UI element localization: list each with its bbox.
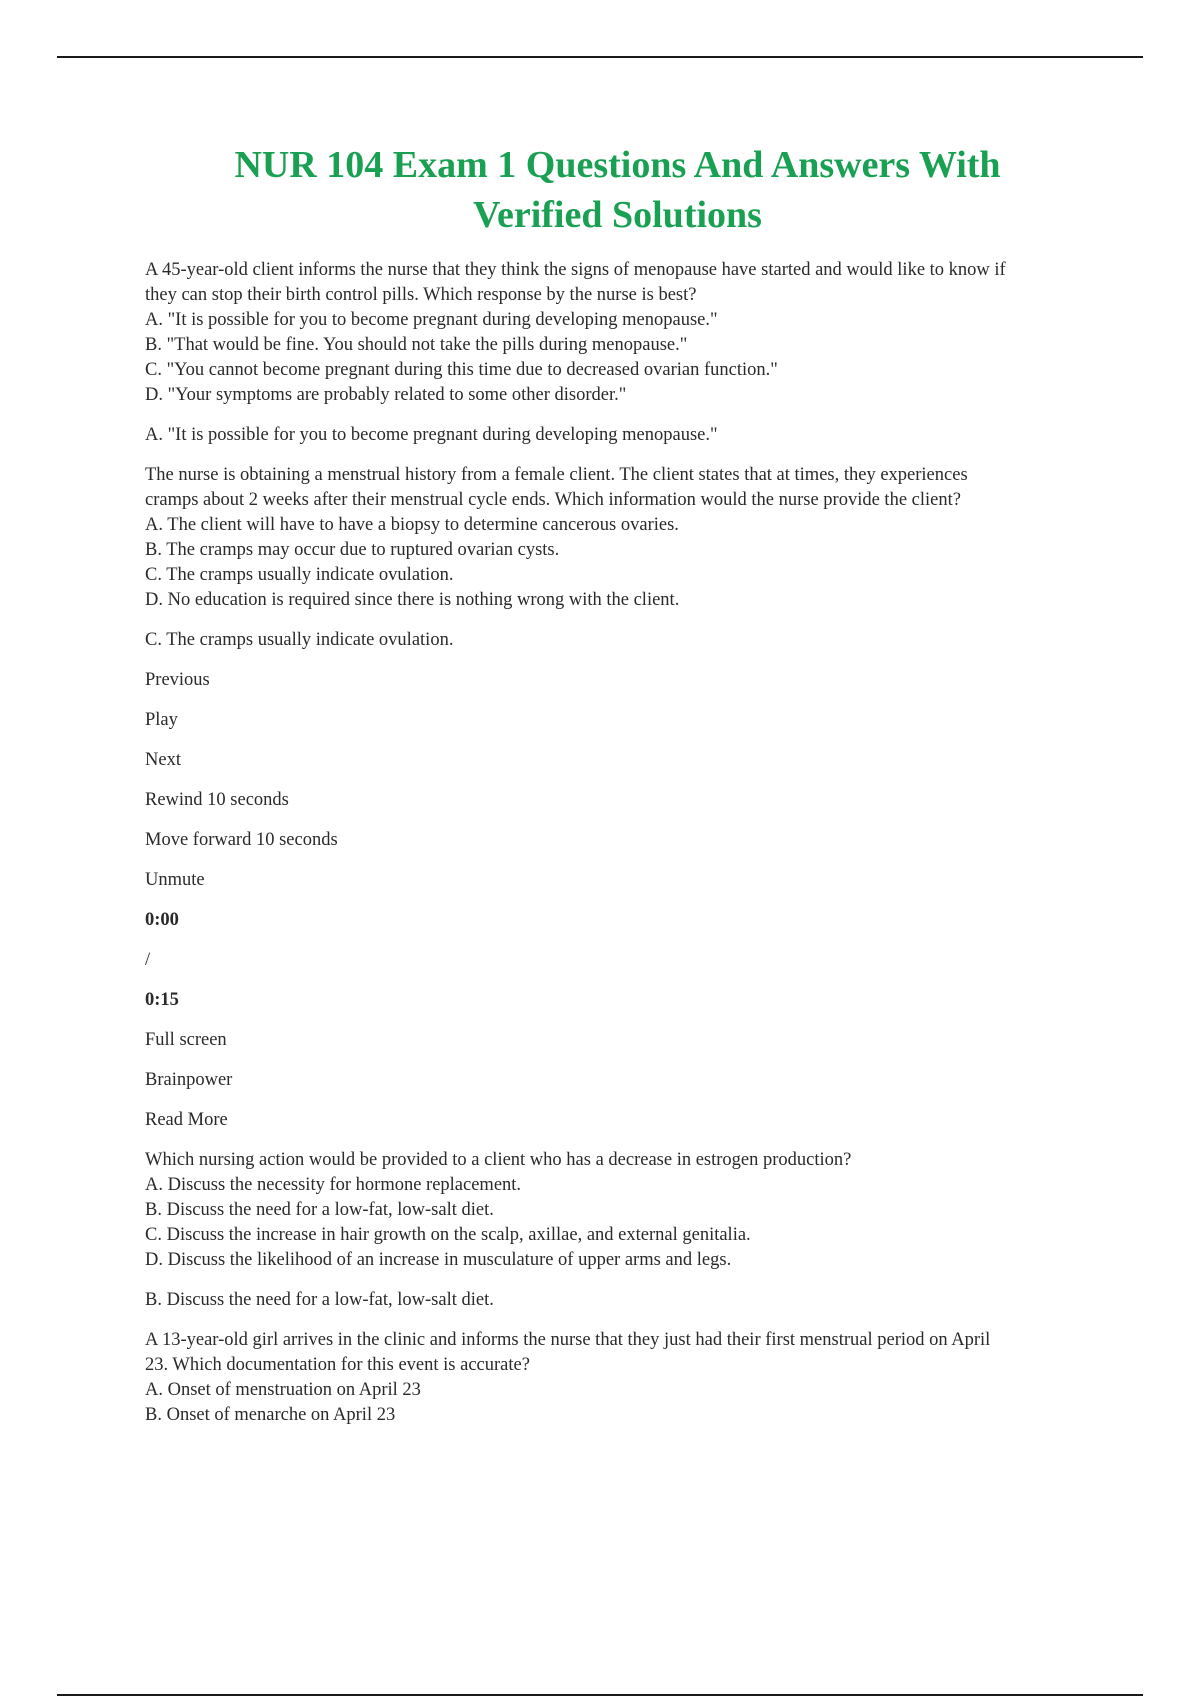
answer-option: D. "Your symptoms are probably related to some other disorder." <box>145 385 627 405</box>
document-body <box>145 258 1105 1443</box>
previous-button[interactable]: Previous <box>145 670 210 690</box>
bottom-rule <box>57 1694 1143 1696</box>
answer-option: C. The cramps usually indicate ovulation. <box>145 565 454 585</box>
question-text: Which nursing action would be provided to a client who has a decrease in estrogen production? <box>145 1150 852 1170</box>
correct-answer: B. Discuss the need for a low-fat, low-salt diet. <box>145 1290 494 1310</box>
rewind-button[interactable]: Rewind 10 seconds <box>145 790 289 810</box>
question-2 <box>145 463 1105 613</box>
brand-link[interactable]: Brainpower <box>145 1070 233 1090</box>
answer-option: B. The cramps may occur due to ruptured ovarian cysts. <box>145 540 560 560</box>
time-separator: / <box>145 950 151 970</box>
question-1 <box>145 258 1105 408</box>
page-title <box>120 140 1115 240</box>
question-text: A 45-year-old client informs the nurse that they think the signs of menopause have started and would like to know if <box>145 260 1006 280</box>
current-time: 0:00 <box>145 910 179 930</box>
question-3 <box>145 1148 1105 1273</box>
forward-button[interactable]: Move forward 10 seconds <box>145 830 338 850</box>
play-button[interactable]: Play <box>145 710 178 730</box>
answer-option: B. Onset of menarche on April 23 <box>145 1405 396 1425</box>
answer-option: D. Discuss the likelihood of an increase in musculature of upper arms and legs. <box>145 1250 732 1270</box>
question-text: they can stop their birth control pills. Which response by the nurse is best? <box>145 285 697 305</box>
next-button[interactable]: Next <box>145 750 181 770</box>
answer-option: B. "That would be fine. You should not take the pills during menopause." <box>145 335 688 355</box>
correct-answer: C. The cramps usually indicate ovulation. <box>145 630 454 650</box>
title-line-1: NUR 104 Exam 1 Questions And Answers With <box>234 144 1001 186</box>
duration: 0:15 <box>145 990 179 1010</box>
unmute-button[interactable]: Unmute <box>145 870 205 890</box>
answer-option: C. Discuss the increase in hair growth on the scalp, axillae, and external genitalia. <box>145 1225 751 1245</box>
top-rule <box>57 56 1143 58</box>
answer-option: A. Discuss the necessity for hormone replacement. <box>145 1175 522 1195</box>
question-text: cramps about 2 weeks after their menstrual cycle ends. Which information would the nurse provide the client? <box>145 490 961 510</box>
correct-answer: A. "It is possible for you to become pregnant during developing menopause." <box>145 425 718 445</box>
answer-option: B. Discuss the need for a low-fat, low-salt diet. <box>145 1200 494 1220</box>
answer-option: A. Onset of menstruation on April 23 <box>145 1380 421 1400</box>
question-4 <box>145 1328 1105 1428</box>
title-line-2: Verified Solutions <box>473 194 762 236</box>
question-text: A 13-year-old girl arrives in the clinic and informs the nurse that they just had their first menstrual period on April <box>145 1330 991 1350</box>
answer-option: C. "You cannot become pregnant during this time due to decreased ovarian function." <box>145 360 778 380</box>
answer-option: D. No education is required since there is nothing wrong with the client. <box>145 590 680 610</box>
read-more-link[interactable]: Read More <box>145 1110 228 1130</box>
question-text: The nurse is obtaining a menstrual history from a female client. The client states that at times, they experiences <box>145 465 968 485</box>
question-text: 23. Which documentation for this event is accurate? <box>145 1355 530 1375</box>
fullscreen-button[interactable]: Full screen <box>145 1030 227 1050</box>
answer-option: A. The client will have to have a biopsy to determine cancerous ovaries. <box>145 515 679 535</box>
answer-option: A. "It is possible for you to become pregnant during developing menopause." <box>145 310 718 330</box>
